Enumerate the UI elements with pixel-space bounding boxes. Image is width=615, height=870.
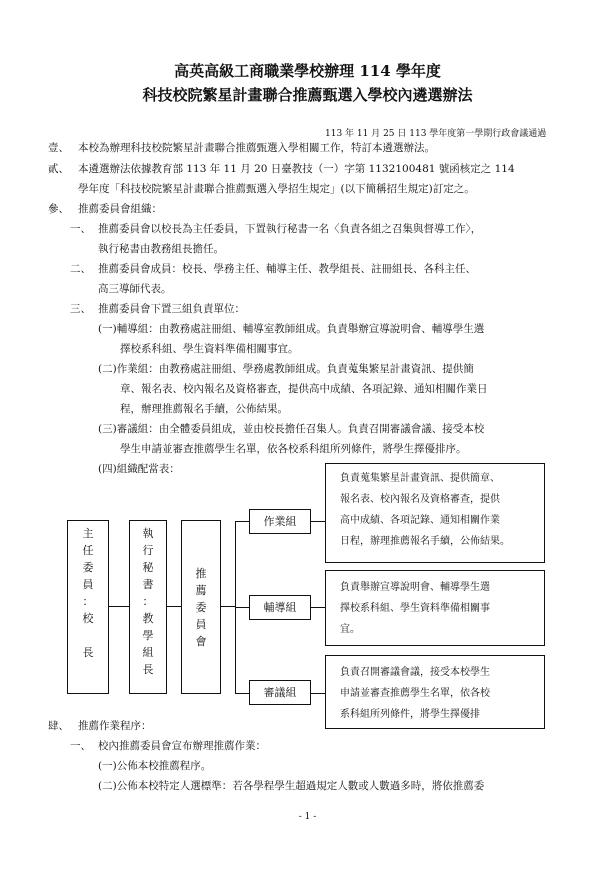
group-2-line-1: (二)作業組：由教務處註冊組、學務處教師組成。負責蒐集繁星計畫資訊、提供簡	[98, 363, 474, 375]
connector-line	[311, 521, 325, 522]
section-3-3-number: 三、	[70, 303, 91, 315]
counsel-desc-box	[325, 570, 545, 646]
connector-line	[311, 693, 325, 694]
ops-desc-line: 報名表、校內報名及資格審查，提供	[340, 494, 500, 505]
section-1-text: 本校為辦理科技校院繁星計畫聯合推薦甄選入學相關工作，特訂本遴選辦法。	[78, 142, 435, 154]
section-4-1-a: (一)公佈本校推薦程序。	[98, 760, 212, 772]
section-3-1-number: 一、	[70, 223, 91, 235]
connector-line	[311, 607, 325, 608]
section-4-1-text: 校內推薦委員會宣布辦理推薦作業：	[98, 740, 266, 752]
connector-line	[109, 606, 129, 607]
review-desc-box	[325, 655, 545, 729]
ops-group-label: 作業組	[263, 515, 297, 528]
connector-line	[235, 607, 249, 608]
section-4-1-b: (二)公佈本校特定人選標準：若各學程學生超過規定人數或人數過多時，將依推薦委	[98, 780, 485, 792]
section-3-3-text: 推薦委員會下置三組負責單位：	[98, 303, 245, 315]
chair-box	[67, 520, 109, 694]
group-3-line-1: (三)審議組：由全體委員組成，並由校長擔任召集人。負責召開審議會議、接受本校	[98, 423, 485, 435]
counsel-desc-line: 擇校系科組、學生資料準備相關事	[340, 603, 490, 614]
group-1-line-2: 擇校系科組、學生資料準備相關事宜。	[120, 343, 299, 355]
chair-label: 主 任 委 員 ： 校 長	[82, 527, 94, 659]
committee-label: 推 薦 委 員 會	[195, 567, 207, 648]
connector-line	[235, 693, 249, 694]
section-2-line-2: 學年度「科技校院繁星計畫聯合推薦甄選入學招生規定」(以下簡稱招生規定)訂定之。	[78, 183, 475, 195]
review-group-box	[249, 680, 311, 705]
ops-group-box	[249, 509, 311, 534]
page-number: - 1 -	[298, 812, 317, 822]
ops-desc-line: 高中成績、各項記錄、通知相關作業	[340, 515, 500, 526]
section-3-2-number: 二、	[70, 263, 91, 275]
counsel-group-box	[249, 595, 311, 620]
section-4-number: 肆、	[48, 720, 69, 732]
doc-title-line1: 高英高級工商職業學校辦理 114 學年度	[174, 62, 441, 80]
review-desc-line: 系科組所列條件，將學生擇優排	[340, 709, 480, 720]
section-2-number: 貳、	[48, 163, 69, 175]
section-3-2-line-1: 推薦委員會成員：校長、學務主任、輔導主任、教學組長、註冊組長、各科主任、	[98, 263, 476, 275]
committee-box	[181, 520, 221, 694]
ops-desc-line: 負責蒐集繁星計畫資訊、提供簡章、	[340, 473, 500, 484]
connector-line	[167, 606, 181, 607]
approval-note: 113 年 11 月 25 日 113 學年度第一學期行政會議通過	[325, 129, 547, 139]
section-4-1-number: 一、	[70, 740, 91, 752]
counsel-desc-line: 宜。	[340, 624, 360, 635]
section-2-line-1: 本遴選辦法依據教育部 113 年 11 月 20 日臺教技（一）字第 1132100481 號函核定之 114	[78, 163, 515, 175]
connector-line	[221, 606, 235, 607]
group-3-line-2: 學生申請並審查推薦學生名單，依各校系科組所列條件，將學生擇優排序。	[120, 443, 467, 455]
counsel-group-label: 輔導組	[263, 601, 297, 614]
section-3-1-line-2: 執行秘書由教務組長擔任。	[98, 243, 224, 255]
ops-desc-line: 日程，辦理推薦報名手續，公佈結果。	[340, 536, 510, 547]
counsel-desc-line: 負責舉辦宣導說明會、輔導學生選	[340, 582, 490, 593]
section-3-2-line-2: 高三導師代表。	[98, 283, 172, 295]
secretary-label: 執 行 秘 書 ： 教 學 組 長	[142, 527, 154, 676]
doc-title-line2: 科技校院繁星計畫聯合推薦甄選入學校內遴選辦法	[142, 86, 473, 104]
review-desc-line: 申請並審查推薦學生名單，依各校	[340, 688, 490, 699]
review-group-label: 審議組	[263, 686, 297, 699]
group-2-line-2: 章、報名表、校內報名及資格審查，提供高中成績、各項記錄、通知相關作業日	[120, 383, 488, 395]
ops-desc-box	[325, 463, 545, 563]
group-4-text: (四)組織配當表：	[98, 463, 180, 475]
section-3-number: 參、	[48, 203, 69, 215]
connector-line	[235, 521, 249, 522]
section-4-text: 推薦作業程序：	[78, 720, 152, 732]
group-2-line-3: 程，辦理推薦報名手續，公佈結果。	[120, 403, 288, 415]
section-3-text: 推薦委員會組織：	[78, 203, 162, 215]
secretary-box	[129, 520, 167, 694]
review-desc-line: 負責召開審議會議，接受本校學生	[340, 667, 490, 678]
section-1-number: 壹、	[48, 142, 69, 154]
group-1-line-1: (一)輔導組：由教務處註冊組、輔導室教師組成。負責舉辦宣導說明會、輔導學生選	[98, 323, 485, 335]
section-3-1-line-1: 推薦委員會以校長為主任委員，下置執行秘書一名〈負責各組之召集與督導工作〉，	[98, 223, 482, 235]
